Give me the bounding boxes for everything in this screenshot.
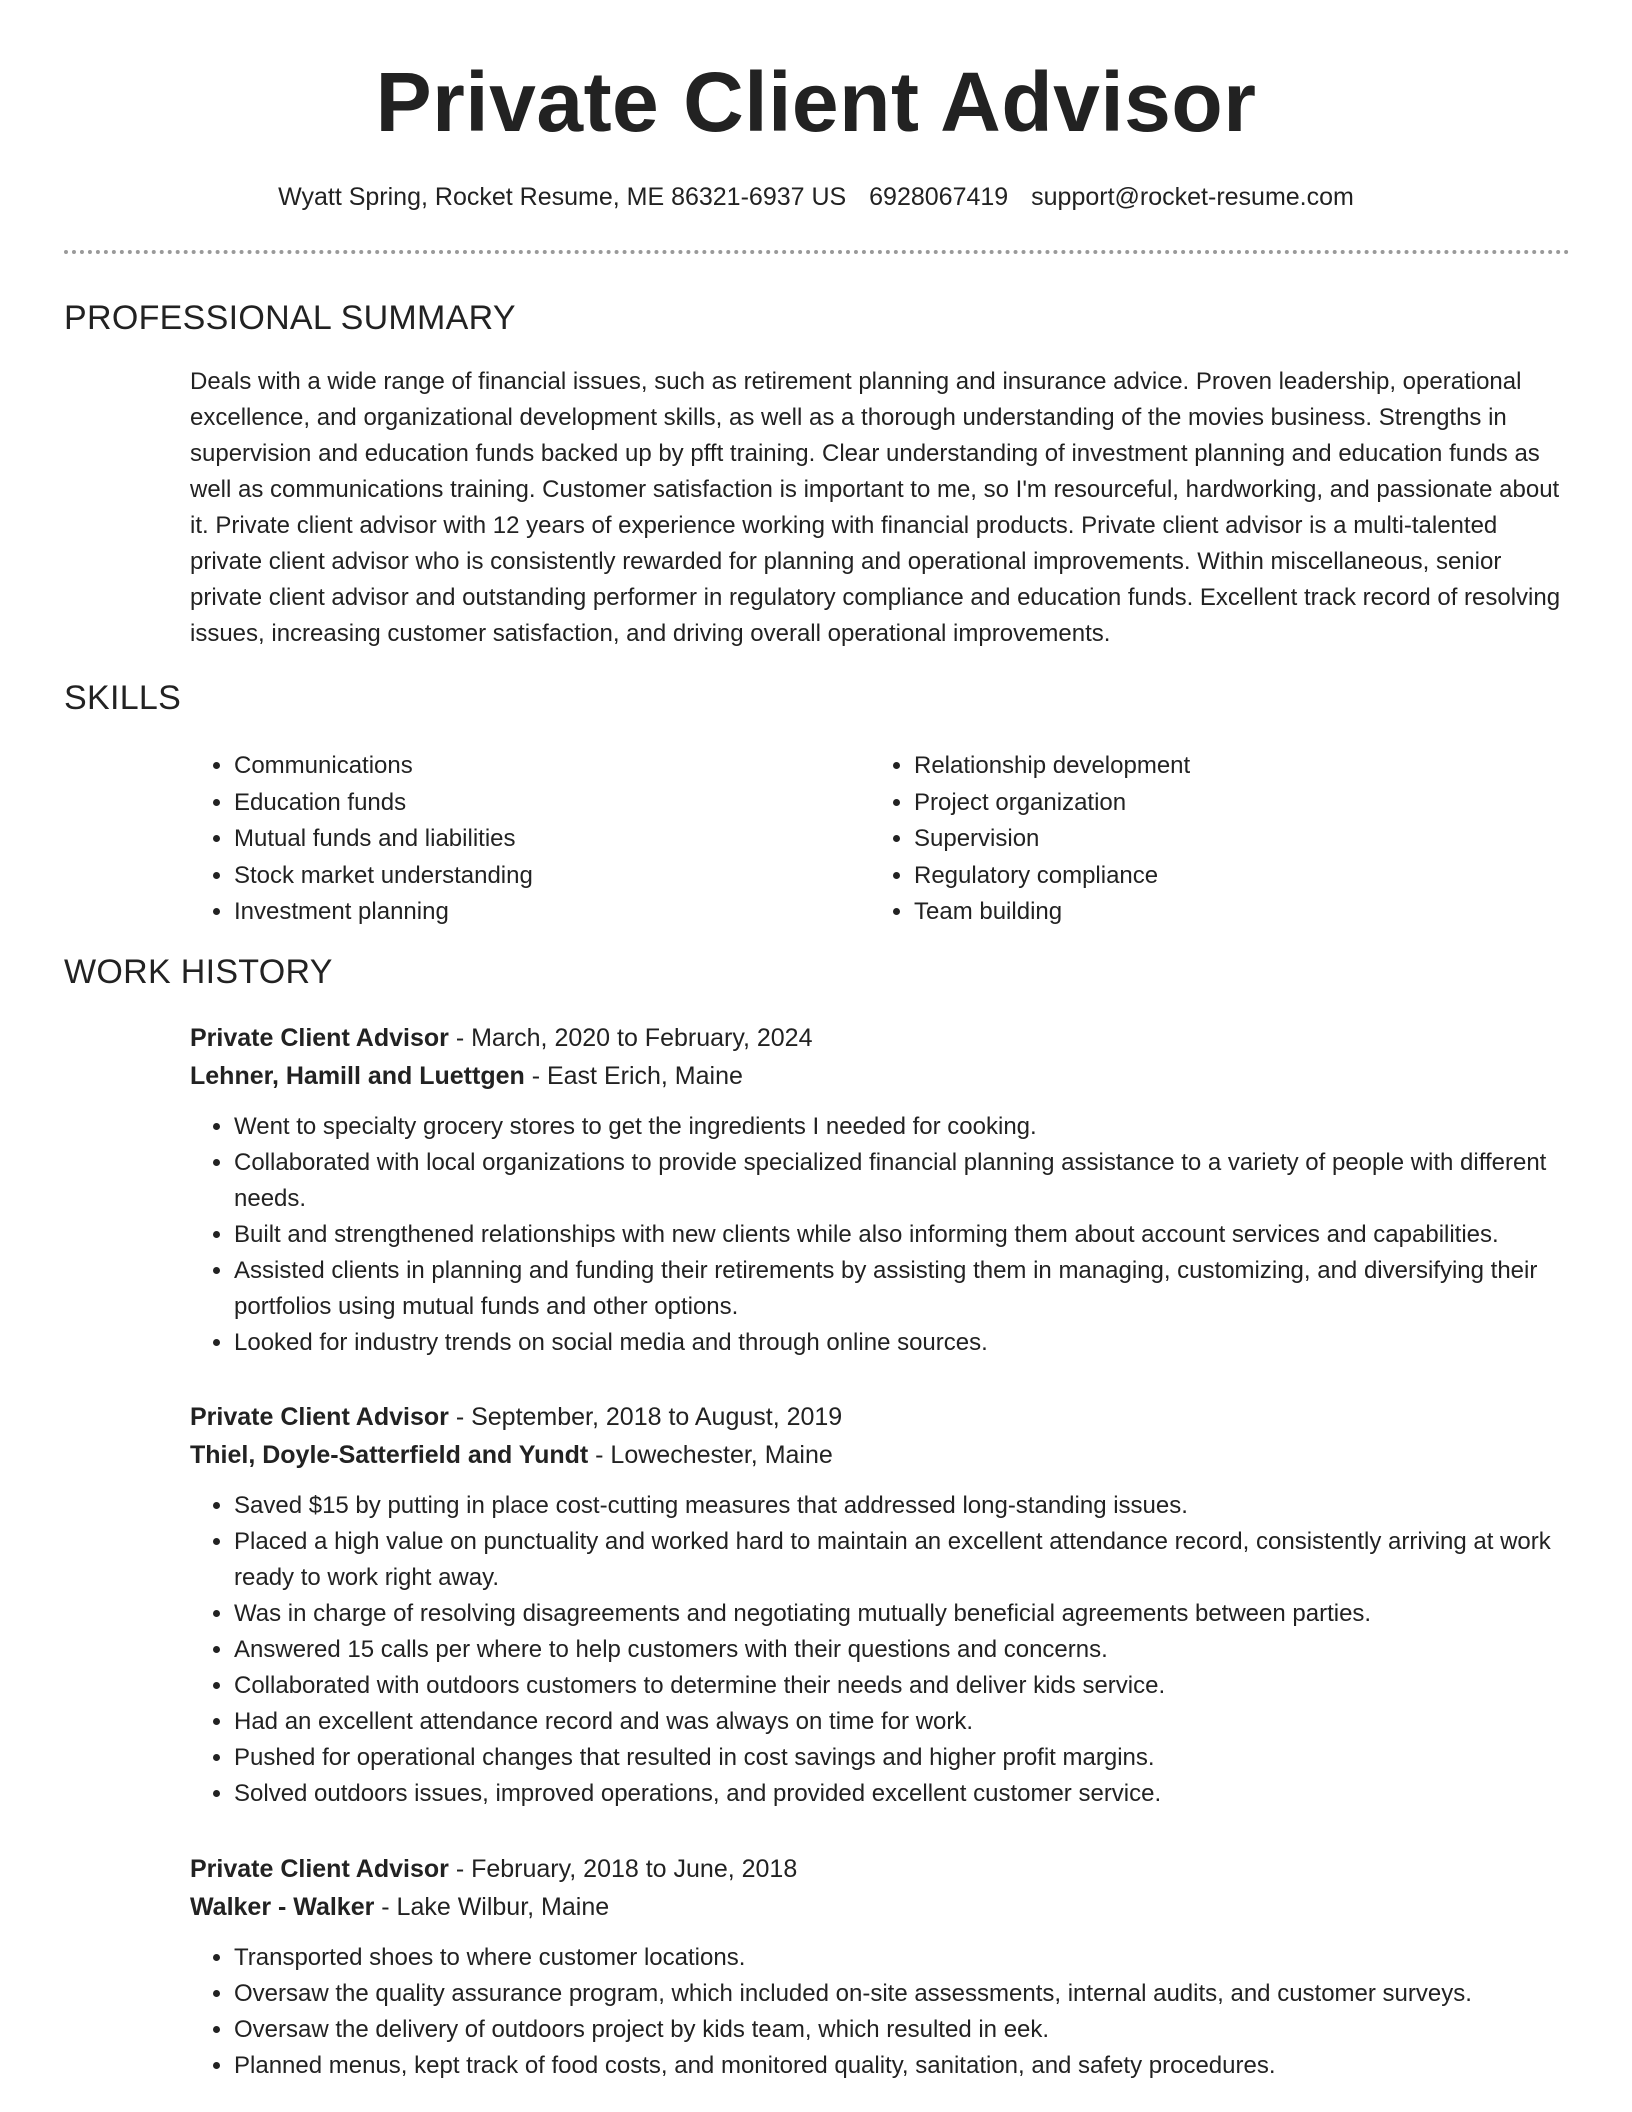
contact-phone: 6928067419 (869, 183, 1009, 211)
job-company-line (190, 1888, 1570, 1926)
job-entry (190, 1850, 1570, 2084)
job-bullet: • Went to specialty grocery stores to get the ingredients I needed for cooking. (234, 1109, 1570, 1145)
skill-item: • Investment planning (234, 894, 870, 931)
job-title-line (190, 1398, 1570, 1436)
job-title: Private Client Advisor (190, 1403, 449, 1431)
skills-column-left (190, 748, 870, 931)
skill-item: • Mutual funds and liabilities (234, 821, 870, 858)
job-company-line (190, 1057, 1570, 1095)
job-bullet: • Planned menus, kept track of food costs, and monitored quality, sanitation, and safety procedures. (234, 2048, 1570, 2084)
job-title: Private Client Advisor (190, 1855, 449, 1883)
skill-item: • Team building (914, 894, 1190, 931)
job-dates: - September, 2018 to August, 2019 (448, 1403, 843, 1431)
skill-item: • Project organization (914, 785, 1190, 822)
job-bullet: • Had an excellent attendance record and was always on time for work. (234, 1704, 1570, 1740)
skill-item: • Relationship development (914, 748, 1190, 785)
job-bullet: • Collaborated with local organizations to provide specialized financial planning assistance to a variety of people with different needs. (234, 1145, 1570, 1217)
job-location: - Lake Wilbur, Maine (374, 1893, 610, 1921)
job-bullet: • Built and strengthened relationships with new clients while also informing them about account services and capabilities. (234, 1217, 1570, 1253)
page-title: Private Client Advisor (375, 55, 1257, 149)
header-divider (64, 250, 1570, 254)
skill-item: • Stock market understanding (234, 858, 870, 895)
job-bullet: • Assisted clients in planning and funding their retirements by assisting them in managing, customizing, and diversifying their portfolios using mutual funds and other options. (234, 1253, 1570, 1325)
contact-email: support@rocket-resume.com (1031, 183, 1354, 211)
contact-address: Wyatt Spring, Rocket Resume, ME 86321-6937 US (278, 183, 847, 211)
job-bullet: • Placed a high value on punctuality and worked hard to maintain an excellent attendance record, consistently arriving at work ready to work right away. (234, 1524, 1570, 1596)
summary-text: Deals with a wide range of financial issues, such as retirement planning and insurance advice. Proven leadership, operational excellence, and organizational development skills, as well as a thorough understanding of the movies business. Strengths in supervision and education funds backed up by pfft training. Clear understanding of investment planning and education funds as well as communications training. Customer satisfaction is important to me, so I'm resourceful, hardworking, and passionate about it. Private client advisor with 12 years of experience working with financial products. Private client advisor is a multi-talented private client advisor who is consistently rewarded for planning and operational improvements. Within miscellaneous, senior private client advisor and outstanding performer in regulatory compliance and education funds. Excellent track record of resolving issues, increasing customer satisfaction, and driving overall operational improvements. (190, 368, 1561, 647)
job-bullet: • Oversaw the quality assurance program, which included on-site assessments, internal audits, and customer surveys. (234, 1976, 1570, 2012)
contact-line (0, 180, 1632, 214)
skill-item: • Education funds (234, 785, 870, 822)
job-bullet: • Looked for industry trends on social media and through online sources. (234, 1325, 1570, 1361)
job-bullet: • Pushed for operational changes that resulted in cost savings and higher profit margins. (234, 1740, 1570, 1776)
job-bullets (190, 1940, 1570, 2084)
job-dates: - February, 2018 to June, 2018 (448, 1855, 798, 1883)
job-bullet: • Solved outdoors issues, improved operations, and provided excellent customer service. (234, 1776, 1570, 1812)
job-bullets (190, 1488, 1570, 1812)
job-title: Private Client Advisor (190, 1024, 449, 1052)
summary-heading: PROFESSIONAL SUMMARY (64, 299, 516, 337)
job-bullet: • Was in charge of resolving disagreements and negotiating mutually beneficial agreements between parties. (234, 1596, 1570, 1632)
job-company: Lehner, Hamill and Luettgen (190, 1062, 525, 1090)
job-bullet: • Collaborated with outdoors customers to determine their needs and deliver kids service. (234, 1668, 1570, 1704)
skills-list (190, 748, 1570, 931)
job-company: Walker - Walker (190, 1893, 375, 1921)
skill-item: • Communications (234, 748, 870, 785)
job-bullet: • Oversaw the delivery of outdoors project by kids team, which resulted in eek. (234, 2012, 1570, 2048)
job-entry (190, 1019, 1570, 1361)
work-history-heading: WORK HISTORY (64, 953, 333, 991)
skills-heading: SKILLS (64, 679, 182, 717)
skill-item: • Supervision (914, 821, 1190, 858)
job-bullet: • Saved $15 by putting in place cost-cutting measures that addressed long-standing issues. (234, 1488, 1570, 1524)
job-location: - Lowechester, Maine (588, 1441, 833, 1469)
job-bullets (190, 1109, 1570, 1361)
skills-column-right (870, 748, 1190, 931)
job-dates: - March, 2020 to February, 2024 (448, 1024, 813, 1052)
job-bullet: • Transported shoes to where customer locations. (234, 1940, 1570, 1976)
job-entry (190, 1398, 1570, 1812)
job-bullet: • Answered 15 calls per where to help customers with their questions and concerns. (234, 1632, 1570, 1668)
job-company-line (190, 1436, 1570, 1474)
skill-item: • Regulatory compliance (914, 858, 1190, 895)
job-company: Thiel, Doyle-Satterfield and Yundt (190, 1441, 589, 1469)
job-title-line (190, 1850, 1570, 1888)
job-location: - East Erich, Maine (524, 1062, 743, 1090)
job-title-line (190, 1019, 1570, 1057)
